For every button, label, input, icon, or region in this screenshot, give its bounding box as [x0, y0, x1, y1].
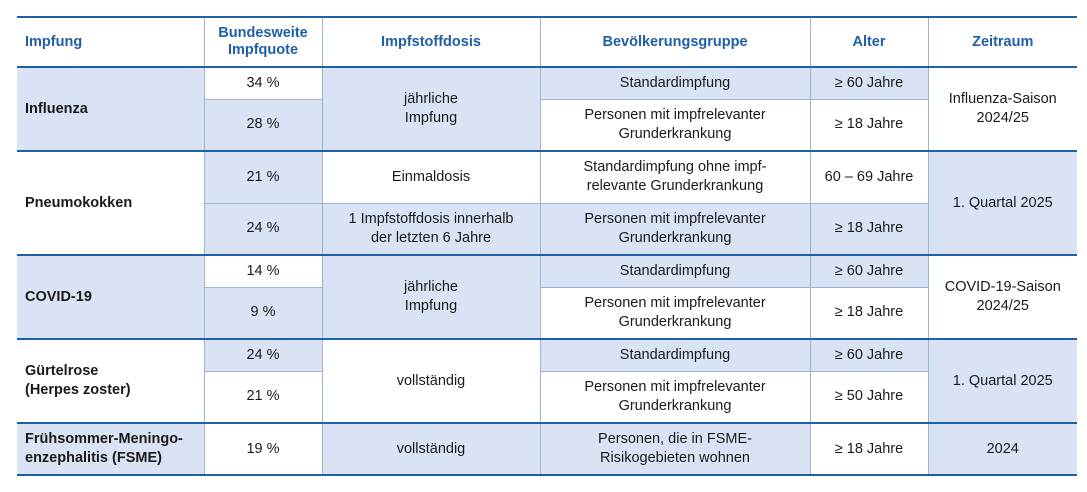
vaccine-name-influenza: Influenza — [17, 67, 204, 151]
gruppe-cell: Personen mit impfrelevanter Grunderkrankung — [540, 203, 810, 255]
quote-cell: 34 % — [204, 67, 322, 99]
alter-cell: ≥ 18 Jahre — [810, 203, 928, 255]
header-impfquote: Bundesweite Impfquote — [204, 17, 322, 67]
table-header-row — [17, 17, 1077, 67]
zeitraum-cell: COVID-19-Saison 2024/25 — [928, 255, 1077, 339]
quote-cell: 24 % — [204, 339, 322, 371]
header-bevoelkerungsgruppe: Bevölkerungsgruppe — [540, 17, 810, 67]
alter-cell: 60 – 69 Jahre — [810, 151, 928, 203]
table-row-covid-1 — [17, 255, 1077, 287]
table-row-pneumokokken-1 — [17, 151, 1077, 203]
alter-cell: ≥ 18 Jahre — [810, 423, 928, 475]
alter-cell: ≥ 60 Jahre — [810, 339, 928, 371]
alter-cell: ≥ 18 Jahre — [810, 287, 928, 339]
alter-cell: ≥ 18 Jahre — [810, 99, 928, 151]
vaccination-table-container — [17, 16, 1077, 476]
gruppe-cell: Personen mit impfrelevanter Grunderkrankung — [540, 371, 810, 423]
quote-cell: 14 % — [204, 255, 322, 287]
gruppe-cell: Standardimpfung ohne impf- relevante Grunderkrankung — [540, 151, 810, 203]
vaccine-name-fsme: Frühsommer-Meningo- enzephalitis (FSME) — [17, 423, 204, 475]
dosis-cell: vollständig — [322, 423, 540, 475]
dosis-cell: jährliche Impfung — [322, 67, 540, 151]
dosis-cell: jährliche Impfung — [322, 255, 540, 339]
header-alter: Alter — [810, 17, 928, 67]
dosis-cell: vollständig — [322, 339, 540, 423]
header-impfstoffdosis: Impfstoffdosis — [322, 17, 540, 67]
dosis-cell: Einmaldosis — [322, 151, 540, 203]
zeitraum-cell: 1. Quartal 2025 — [928, 151, 1077, 255]
quote-cell: 21 % — [204, 371, 322, 423]
vaccine-name-pneumokokken: Pneumokokken — [17, 151, 204, 255]
table-row-guertelrose-1 — [17, 339, 1077, 371]
quote-cell: 28 % — [204, 99, 322, 151]
table-row-fsme — [17, 423, 1077, 475]
zeitraum-cell: 1. Quartal 2025 — [928, 339, 1077, 423]
alter-cell: ≥ 60 Jahre — [810, 255, 928, 287]
gruppe-cell: Standardimpfung — [540, 255, 810, 287]
vaccination-rates-table — [17, 16, 1077, 476]
quote-cell: 24 % — [204, 203, 322, 255]
quote-cell: 21 % — [204, 151, 322, 203]
table-row-influenza-1 — [17, 67, 1077, 99]
zeitraum-cell: Influenza-Saison 2024/25 — [928, 67, 1077, 151]
dosis-cell: 1 Impfstoffdosis innerhalb der letzten 6 Jahre — [322, 203, 540, 255]
gruppe-cell: Standardimpfung — [540, 67, 810, 99]
gruppe-cell: Standardimpfung — [540, 339, 810, 371]
gruppe-cell: Personen, die in FSME- Risikogebieten wohnen — [540, 423, 810, 475]
alter-cell: ≥ 60 Jahre — [810, 67, 928, 99]
gruppe-cell: Personen mit impfrelevanter Grunderkrankung — [540, 99, 810, 151]
quote-cell: 9 % — [204, 287, 322, 339]
vaccine-name-guertelrose: Gürtelrose (Herpes zoster) — [17, 339, 204, 423]
vaccine-name-covid: COVID-19 — [17, 255, 204, 339]
alter-cell: ≥ 50 Jahre — [810, 371, 928, 423]
gruppe-cell: Personen mit impfrelevanter Grunderkrankung — [540, 287, 810, 339]
header-zeitraum: Zeitraum — [928, 17, 1077, 67]
quote-cell: 19 % — [204, 423, 322, 475]
zeitraum-cell: 2024 — [928, 423, 1077, 475]
header-impfung: Impfung — [17, 17, 204, 67]
